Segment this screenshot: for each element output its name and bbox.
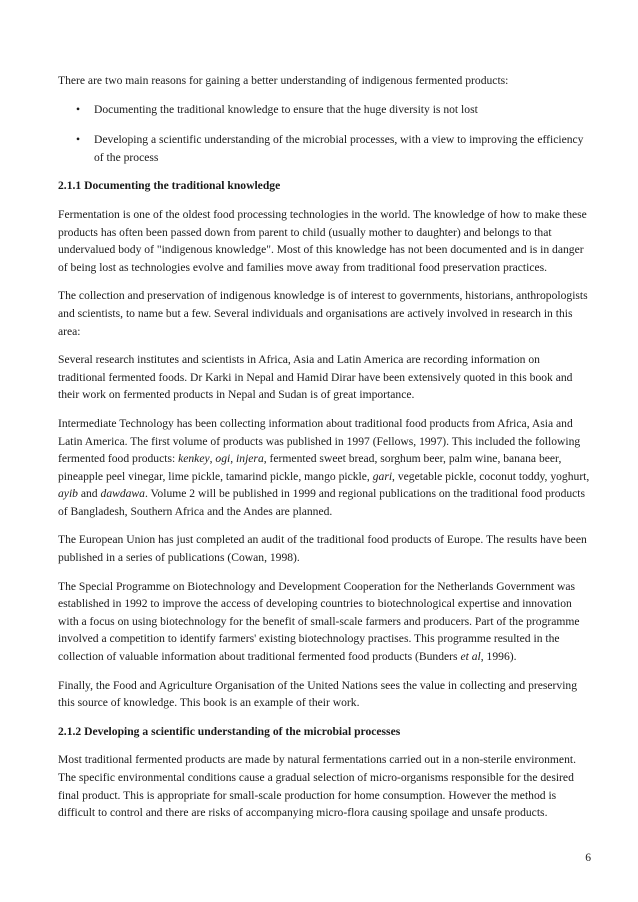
intro-paragraph: There are two main reasons for gaining a better understanding of indigenous fermented products: bbox=[58, 74, 509, 87]
paragraph: Most traditional fermented products are made by natural fermentations carried out in a non-sterile environment. The specific environmental conditions cause a gradual selection of micro-organisms responsible for the desired final product. This is appropriate for small-scale production for home consumption. However the method is difficult to control and there are risks of accompanying micro-flora causing spoilage and unsafe products. bbox=[58, 753, 576, 820]
paragraph: The European Union has just completed an audit of the traditional food products of Europe. The results have been published in a series of publications (Cowan, 1998). bbox=[58, 533, 587, 565]
section-heading: 2.1.1 Documenting the traditional knowledge bbox=[58, 179, 281, 193]
paragraph: The Special Programme on Biotechnology and Development Cooperation for the Netherlands Government was established in 1992 to improve the access of developing countries to biotechnological expertise and innovation with a focus on using biotechnology for the benefit of small-scale farmers and producers. Part of the programme involved a competition to identify farmers' existing biotechnology practises. This programme resulted in the collection of valuable information about traditional fermented food products (Bunders et al, 1996). bbox=[58, 579, 580, 664]
paragraph: Fermentation is one of the oldest food processing technologies in the world. The knowledge of how to make these products has often been passed down from parent to child (usually mother to daughter) and belongs to that undervalued body of "indigenous knowledge". Most of this knowledge has not been documented and is in danger of being lost as technologies evolve and families move away from traditional food preservation practices. bbox=[58, 207, 587, 274]
document-page bbox=[58, 72, 590, 822]
bullet-icon: • bbox=[76, 102, 81, 116]
section-heading: 2.1.2 Developing a scientific understanding of the microbial processes bbox=[58, 724, 401, 738]
paragraph: Several research institutes and scientists in Africa, Asia and Latin America are recording information on traditional fermented foods. Dr Karki in Nepal and Hamid Dirar have been extensively quoted in this book and their work on fermented products in Nepal and Sudan is of great importance. bbox=[58, 353, 573, 402]
list-item: • Developing a scientific understanding of the microbial processes, with a view to improving the efficiency of the process bbox=[76, 133, 584, 164]
bullet-icon: • bbox=[76, 133, 81, 147]
reasons-list bbox=[58, 101, 590, 167]
paragraph: Intermediate Technology has been collecting information about traditional food products from Africa, Asia and Latin America. The first volume of products was published in 1997 (Fellows, 1997). This included the following fermented food products: kenkey, ogi, injera, fermented sweet bread, sorghum beer, palm wine, banana beer, pineapple peel vinegar, lime pickle, tamarind pickle, mango pickle, gari, vegetable pickle, coconut toddy, yoghurt, ayib and dawdawa. Volume 2 will be published in 1999 and regional publications on the traditional food products of Bangladesh, Southern Africa and the Andes are planned. bbox=[58, 416, 590, 518]
page-number: 6 bbox=[585, 851, 591, 864]
paragraph: Finally, the Food and Agriculture Organisation of the United Nations sees the value in collecting and preserving this source of knowledge. This book is an example of their work. bbox=[58, 678, 578, 710]
list-item: • Documenting the traditional knowledge to ensure that the huge diversity is not lost bbox=[58, 101, 590, 119]
paragraph: The collection and preservation of indigenous knowledge is of interest to governments, historians, anthropologists and scientists, to name but a few. Several individuals and organisations are actively involved in research in this area: bbox=[58, 289, 588, 338]
